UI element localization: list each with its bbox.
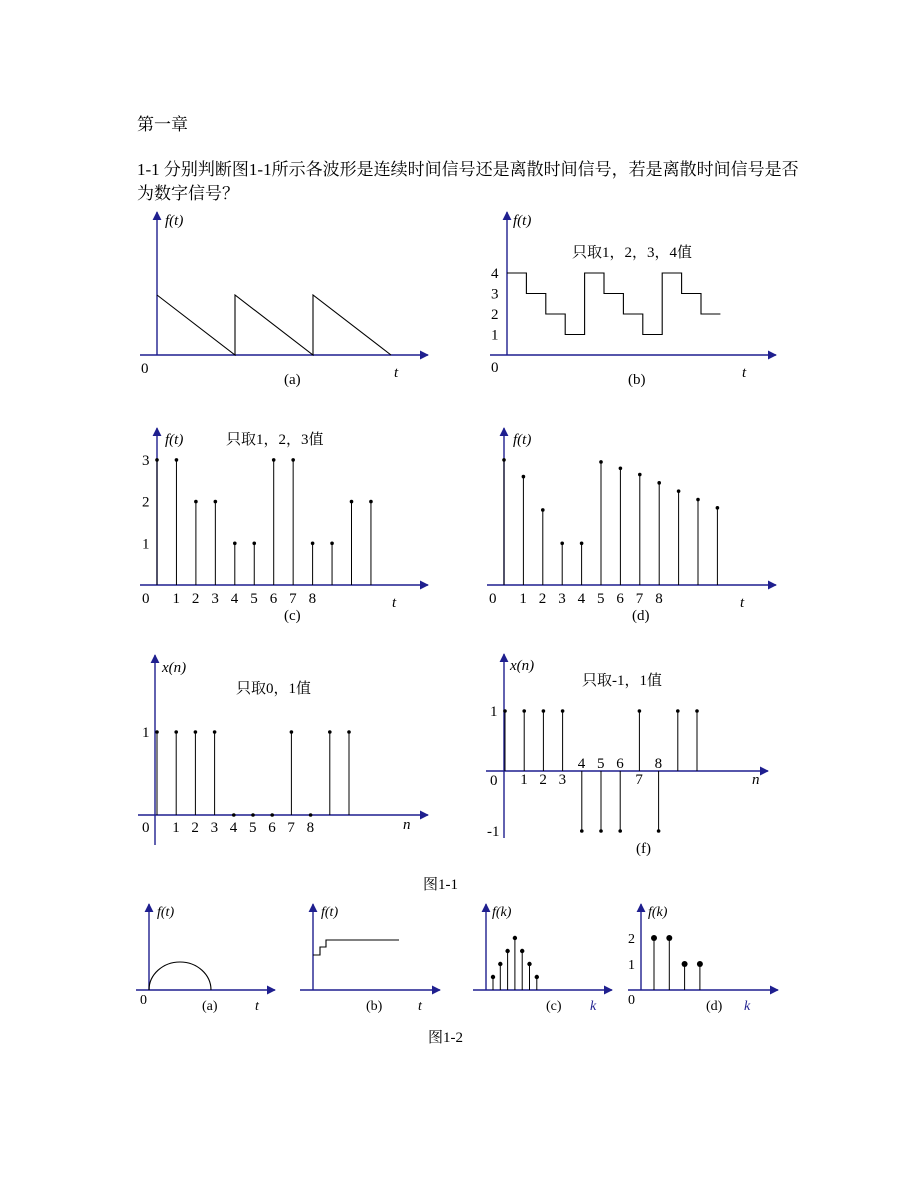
stem-dot [491,975,495,979]
x-axis-label: n [752,772,760,788]
stem-dot [522,475,526,479]
x-tick-label: 8 [655,591,663,607]
y-tick-label: 1 [491,327,499,344]
stem-dot [155,730,159,734]
x-tick-label: 8 [654,756,663,772]
y-axis-label: f(t) [165,432,184,448]
stem-dot [666,935,672,941]
stem-dot [252,542,256,546]
x-tick-label: 8 [308,591,317,607]
x-tick-label: 5 [250,591,258,607]
value-note: 只取1，2，3值 [226,432,324,448]
x-tick-label: 5 [597,591,605,607]
fig1-2-panel-d [628,904,778,1014]
y-axis-label: f(k) [648,905,668,920]
x-axis-label: t [418,999,422,1014]
stem-dot [328,730,332,734]
question-text: 1-1 分别判断图1-1所示各波形是连续时间信号还是离散时间信号，若是离散时间信号是否为数字信号？ [137,160,799,203]
stem-dot [194,500,198,504]
stem-dot [638,473,642,477]
x-tick-label: 5 [249,820,257,836]
x-axis-label: t [742,365,747,381]
stem-dot [541,508,545,512]
y-tick-label: 1 [142,536,150,553]
stem-dot [272,458,276,462]
stem-dot [599,829,603,833]
panel-caption: (d) [632,608,650,624]
stem-dot [657,481,661,485]
stem-dot [194,730,198,734]
y-tick-label: 1 [490,704,498,720]
stem-dot [697,961,703,967]
stem-dot [651,935,657,941]
y-axis-label: f(t) [513,213,532,229]
stem-dot [677,489,681,493]
value-note: 只取-1，1值 [582,673,662,689]
x-tick-labels [172,591,316,607]
y-axis-label: f(t) [321,905,339,920]
origin-label: 0 [140,993,147,1008]
sawtooth-waveform [157,295,391,355]
step-waveform [313,940,399,955]
x-tick-label: 3 [558,772,567,788]
fig1-1-panel-c [140,428,428,624]
x-tick-label: 6 [269,591,278,607]
chapter-heading: 第一章 [137,115,188,134]
x-tick-label: 6 [616,756,624,772]
x-tick-label: 1 [172,591,180,607]
y-tick-label: 2 [142,494,150,511]
origin-label: 0 [490,773,498,789]
stem-dot [213,730,217,734]
value-note: 只取1，2，3，4值 [572,245,693,261]
panel-caption: (a) [202,999,218,1014]
x-tick-label: 8 [306,820,315,836]
x-tick-label: 4 [229,820,238,836]
x-tick-label: 2 [538,591,547,607]
stem-dot [350,500,354,504]
stem-dot [174,730,178,734]
y-tick-labels [487,704,500,840]
stem-dot [513,936,517,940]
x-axis-label: t [255,999,259,1014]
stem-samples [502,458,719,585]
x-tick-label: 7 [289,591,297,607]
y-axis-label: f(t) [157,905,175,920]
origin-label: 0 [491,360,499,376]
x-tick-label: 6 [268,820,276,836]
stem-dot [638,709,642,713]
x-tick-label: 2 [191,591,200,607]
stem-dot [503,709,507,713]
x-tick-label: 6 [616,591,624,607]
y-tick-label: 4 [491,266,499,282]
origin-label: 0 [142,820,150,836]
stem-dot [580,542,584,546]
stem-samples [491,936,539,990]
y-tick-label: 3 [142,452,150,469]
y-tick-label: -1 [487,824,500,840]
stem-dot [522,709,526,713]
stem-dot [311,542,315,546]
origin-label: 0 [489,591,497,607]
y-tick-label: 2 [628,932,635,947]
fig1-1-panel-e [138,655,428,845]
panel-caption: (f) [636,841,651,857]
figure-1-1-caption: 图1-1 [423,877,458,893]
y-tick-label: 1 [142,725,150,741]
stem-samples [651,935,703,990]
panel-caption: (c) [284,608,301,624]
fig1-1-panel-b [490,212,776,388]
stem-dot [505,949,509,953]
stem-dot [232,813,236,817]
fig1-1-panel-a [140,212,428,388]
x-tick-label: 2 [539,772,547,788]
y-tick-labels [628,932,635,973]
fig1-1-panel-d [487,428,776,624]
stem-dot [347,730,351,734]
stem-dot [657,829,661,833]
panel-caption: (b) [628,372,646,388]
stem-dot [155,458,159,462]
panel-caption: (b) [366,999,383,1014]
origin-label: 0 [142,591,150,607]
stem-dot [619,466,623,470]
x-tick-label: 4 [577,591,586,607]
panel-caption: (d) [706,999,723,1014]
y-tick-labels [142,453,150,552]
y-tick-labels [142,725,150,741]
fig1-2-panel-c [473,904,612,1014]
stem-dot [618,829,622,833]
x-tick-label: 3 [558,591,566,607]
x-axis-label: t [740,595,745,611]
staircase-waveform [507,273,720,335]
y-tick-label: 2 [491,307,499,323]
fig1-2-panel-b [300,904,440,1014]
x-tick-label: 7 [287,820,295,836]
stem-samples [155,458,373,585]
origin-label: 0 [141,361,149,377]
y-axis-label: x(n) [510,658,535,674]
stem-samples [155,730,351,817]
origin-label: 0 [628,993,635,1008]
stem-dot [290,730,294,734]
fig1-1-panel-f [486,654,768,857]
stem-dot [270,813,274,817]
x-axis-label: k [744,999,751,1014]
y-axis-label: x(n) [162,660,187,676]
stem-dot [369,500,373,504]
x-tick-label: 3 [210,820,219,836]
stem-dot [561,709,565,713]
stem-dot [542,709,546,713]
stem-dot [560,542,564,546]
panel-caption: (a) [284,372,301,388]
figure-1-2-caption: 图1-2 [428,1030,463,1046]
x-tick-labels [520,756,662,788]
panel-caption: (c) [546,999,562,1014]
x-tick-label: 2 [191,820,199,836]
x-tick-labels [519,591,662,607]
x-axis-label: k [590,999,597,1014]
stem-dot [214,500,218,504]
stem-dot [309,813,313,817]
y-axis-label: f(k) [492,905,512,920]
stem-dot [502,458,506,462]
semicircle-waveform [149,962,211,990]
stem-dot [330,542,334,546]
x-tick-label: 5 [597,756,605,772]
x-tick-label: 4 [577,756,586,772]
x-tick-label: 3 [211,591,219,607]
stem-dot [535,975,539,979]
y-axis-label: f(t) [513,432,532,448]
stem-dot [175,458,179,462]
fig1-2-panel-a [136,904,275,1014]
x-tick-labels [172,820,314,836]
stem-dot [498,962,502,966]
stem-dot [251,813,255,817]
stem-dot [599,460,603,464]
x-tick-label: 1 [172,820,180,836]
x-axis-label: t [392,595,397,611]
y-tick-labels [491,266,499,344]
stem-dot [291,458,295,462]
stem-dot [682,961,688,967]
stem-dot [676,709,680,713]
stem-dot [580,829,584,833]
y-tick-label: 3 [491,286,499,303]
stem-dot [233,542,237,546]
stem-dot [520,949,524,953]
y-tick-label: 1 [628,958,635,973]
stem-dot [527,962,531,966]
x-tick-label: 4 [230,591,239,607]
x-axis-label: t [394,365,399,381]
stem-dot [695,709,699,713]
x-axis-label: n [403,817,411,833]
x-tick-label: 7 [635,591,644,607]
stem-dot [696,498,700,502]
x-tick-label: 1 [519,591,527,607]
y-axis-label: f(t) [165,213,184,229]
value-note: 只取0，1值 [236,681,312,697]
x-tick-label: 7 [635,772,643,788]
stem-dot [716,506,720,510]
x-tick-label: 1 [520,772,528,788]
